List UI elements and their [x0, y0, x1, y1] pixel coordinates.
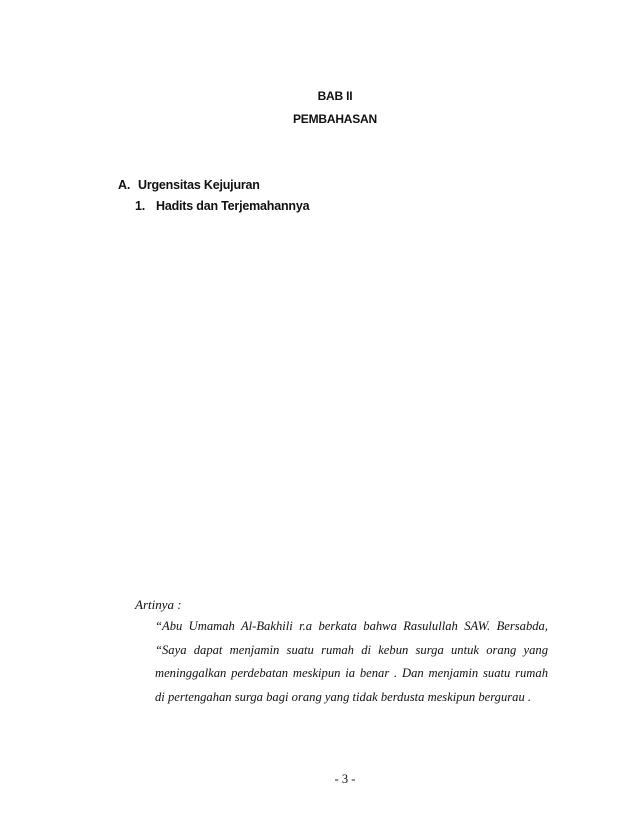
page-number: - 3 - — [334, 772, 356, 786]
section-title: Urgensitas Kejujuran — [138, 178, 260, 192]
subsection-heading — [135, 199, 309, 213]
translation-line: meninggalkan perdebatan meskipun ia benar . Dan menjamin suatu rumah — [155, 666, 548, 680]
subsection-marker: 1. — [135, 199, 146, 213]
translation-label: Artinya : — [135, 597, 182, 612]
section-marker: A. — [118, 178, 131, 192]
translation-text — [155, 618, 548, 712]
section-heading — [118, 178, 260, 192]
translation-line: “Saya dapat menjamin suatu rumah di kebun surga untuk orang yang — [155, 642, 548, 657]
chapter-number: BAB II — [317, 89, 353, 103]
hadith-text-area — [135, 225, 548, 585]
chapter-title: PEMBAHASAN — [292, 112, 377, 126]
translation-line: di pertengahan surga bagi orang yang tidak berdusta meskipun bergurau . — [155, 689, 532, 704]
subsection-title: Hadits dan Terjemahannya — [156, 199, 310, 213]
translation-line: “Abu Umamah Al-Bakhili r.a berkata bahwa Rasulullah SAW. Bersabda, — [155, 619, 548, 633]
